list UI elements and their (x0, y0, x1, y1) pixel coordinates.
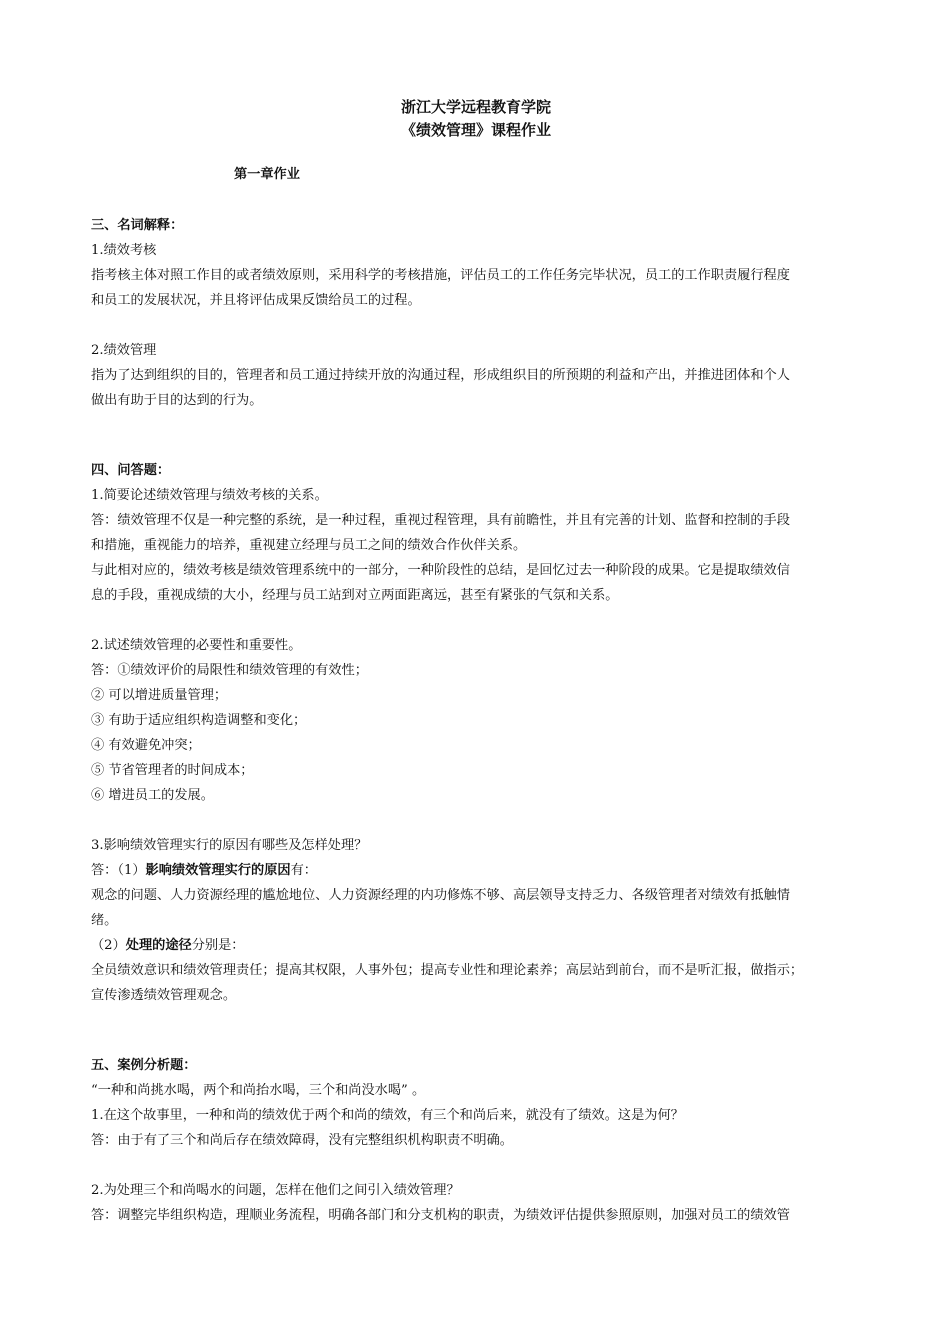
answer2-line: ④ 有效避免冲突； (91, 738, 201, 753)
term1-body-line: 指考核主体对照工作目的或者绩效原则，采用科学的考核措施，评估员工的工作任务完毕状况，员工的工作职责履行程度 (91, 268, 790, 283)
answer3-prefix: 答：（1） (91, 863, 146, 878)
answer3-line: 观念的问题、人力资源经理的尴尬地位、人力资源经理的内功修炼不够、高层领导支持乏力、各级管理者对绩效有抵触情 (91, 888, 790, 903)
question1-title: 1.简要论述绩效管理与绩效考核的关系。 (91, 488, 328, 503)
answer3-line: 宣传渗透绩效管理观念。 (91, 988, 237, 1003)
institution-title: 浙江大学远程教育学院 (400, 98, 551, 116)
term1-body-line: 和员工的发展状况，并且将评估成果反馈给员工的过程。 (91, 293, 421, 308)
answer2-line: ③ 有助于适应组织构造调整和变化； (91, 713, 307, 728)
question3-title: 3.影响绩效管理实行的原因有哪些及怎样处理？ (91, 838, 368, 853)
document-page (91, 96, 861, 1228)
term2-body-line: 指为了达到组织的目的，管理者和员工通过持续开放的沟通过程，形成组织目的所预期的利益和产出，并推进团体和个人 (91, 368, 790, 383)
course-title: 《绩效管理》课程作业 (400, 121, 551, 139)
case-answer2-line: 答：调整完毕组织构造，理顺业务流程，明确各部门和分支机构的职责，为绩效评估提供参照原则，加强对员工的绩效管 (91, 1208, 790, 1223)
answer3-prefix: （2） (91, 938, 126, 953)
answer3-line (91, 933, 861, 958)
term2-body-line: 做出有助于目的达到的行为。 (91, 393, 263, 408)
section5-heading: 五、案例分析题： (91, 1058, 197, 1073)
section4-heading: 四、问答题： (91, 463, 171, 478)
answer3-line (91, 858, 861, 883)
chapter-title: 第一章作业 (234, 167, 300, 182)
term1-title: 1.绩效考核 (91, 243, 157, 258)
case-answer1-line: 答：由于有了三个和尚后存在绩效障碍，没有完整组织机构职责不明确。 (91, 1133, 513, 1148)
section3-heading: 三、名词解释： (91, 218, 184, 233)
answer2-line: 答：①绩效评价的局限性和绩效管理的有效性； (91, 663, 368, 678)
answer3-line: 全员绩效意识和绩效管理责任；提高其权限，人事外包；提高专业性和理论素养；高层站到前台，而不是听汇报，做指示； (91, 963, 804, 978)
term2-title: 2.绩效管理 (91, 343, 157, 358)
answer2-line: ② 可以增进质量管理； (91, 688, 228, 703)
answer1-line: 与此相对应的，绩效考核是绩效管理系统中的一部分，一种阶段性的总结，是回忆过去一种阶段的成果。它是提取绩效信 (91, 563, 790, 578)
case-question1-title: 1.在这个故事里，一种和尚的绩效优于两个和尚的绩效，有三个和尚后来，就没有了绩效。这是为何？ (91, 1108, 684, 1123)
answer1-line: 息的手段，重视成绩的大小，经理与员工站到对立两面距离远，甚至有紧张的气氛和关系。 (91, 588, 619, 603)
answer3-line: 绪。 (91, 913, 118, 928)
answer2-line: ⑥ 增进员工的发展。 (91, 788, 214, 803)
answer1-line: 答：绩效管理不仅是一种完整的系统，是一种过程，重视过程管理，具有前瞻性，并且有完善的计划、监督和控制的手段 (91, 513, 790, 528)
question2-title: 2.试述绩效管理的必要性和重要性。 (91, 638, 302, 653)
case-quote: “一种和尚挑水喝，两个和尚抬水喝，三个和尚没水喝” 。 (91, 1083, 426, 1098)
answer1-line: 和措施，重视能力的培养，重视建立经理与员工之间的绩效合作伙伴关系。 (91, 538, 527, 553)
answer2-line: ⑤ 节省管理者的时间成本； (91, 763, 254, 778)
answer3-suffix: 有： (290, 863, 317, 878)
case-question2-title: 2.为处理三个和尚喝水的问题，怎样在他们之间引入绩效管理？ (91, 1183, 460, 1198)
answer3-suffix: 分别是： (191, 938, 245, 953)
answer3-bold-phrase: 处理的途径 (125, 938, 192, 953)
answer3-bold-phrase: 影响绩效管理实行的原因 (145, 863, 291, 878)
